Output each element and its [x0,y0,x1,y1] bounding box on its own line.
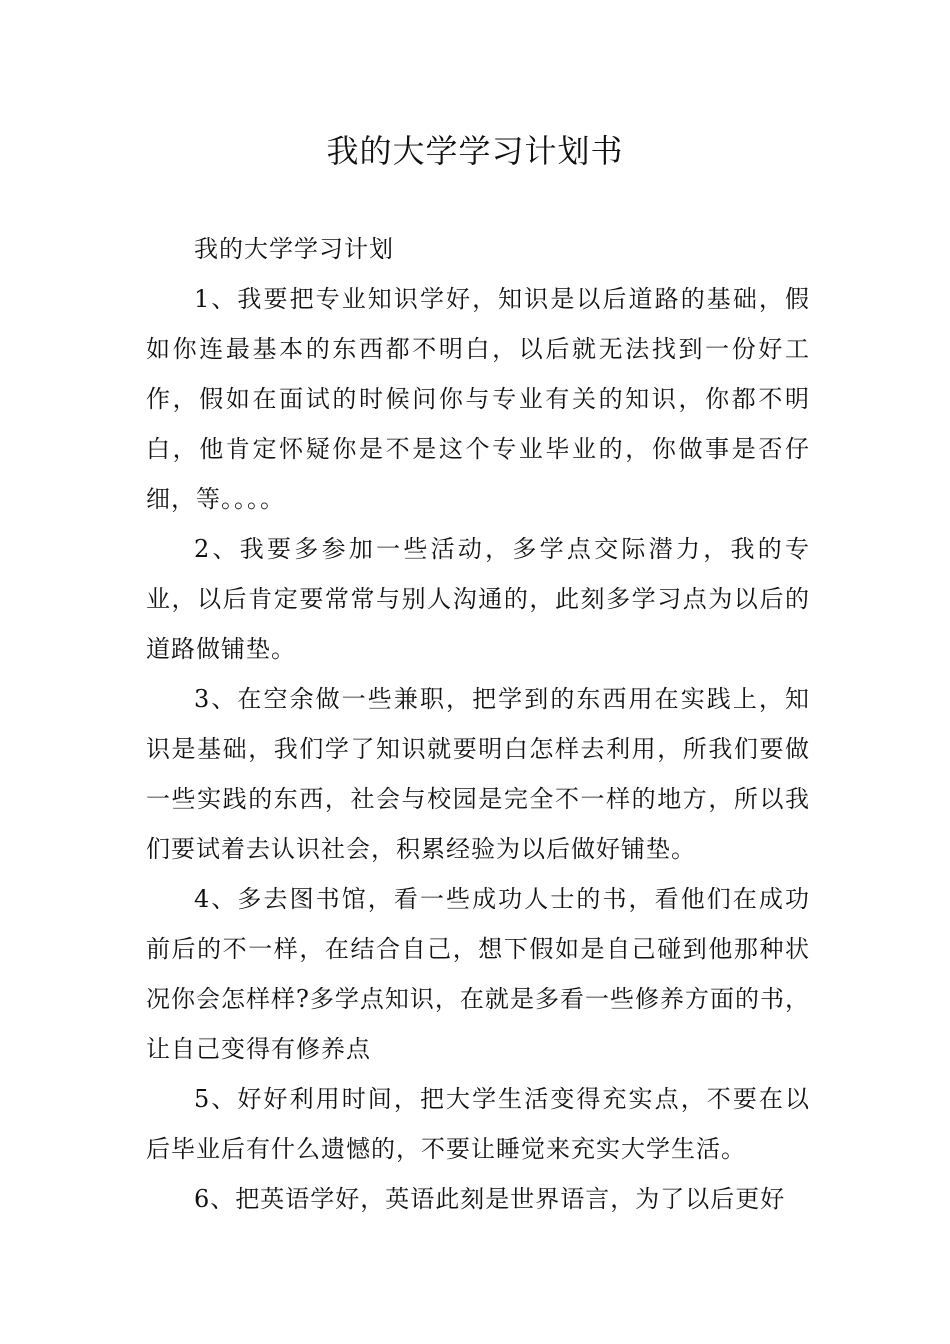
paragraph-item-3: 3、在空余做一些兼职，把学到的东西用在实践上，知识是基础，我们学了知识就要明白怎样去利用，所我们要做一些实践的东西，社会与校园是完全不一样的地方，所以我们要试着去认识社会，积累经验为以后做好铺垫。 [146,685,810,863]
paragraph-item-2: 2、我要多参加一些活动，多学点交际潜力，我的专业，以后肯定要常常与别人沟通的，此刻多学习点为以后的道路做铺垫。 [146,535,810,663]
document-title: 我的大学学习计划书 [326,132,624,170]
paragraph-item-4: 4、多去图书馆，看一些成功人士的书，看他们在成功前后的不一样，在结合自己，想下假如是自己碰到他那种状况你会怎样样?多学点知识，在就是多看一些修养方面的书，让自己变得有修养点 [146,885,810,1063]
paragraph-item-1: 1、我要把专业知识学好，知识是以后道路的基础，假如你连最基本的东西都不明白，以后就无法找到一份好工作，假如在面试的时候问你与专业有关的知识，你都不明白，他肯定怀疑你是不是这个专业毕业的，你做事是否仔细，等。。。。 [146,285,810,513]
paragraph-item-6: 6、把英语学好，英语此刻是世界语言，为了以后更好 [194,1185,786,1213]
paragraph-heading: 我的大学学习计划 [194,235,394,263]
paragraph-item-5: 5、好好利用时间，把大学生活变得充实点，不要在以后毕业后有什么遗憾的，不要让睡觉来充实大学生活。 [146,1085,810,1163]
document-body [146,224,810,1224]
